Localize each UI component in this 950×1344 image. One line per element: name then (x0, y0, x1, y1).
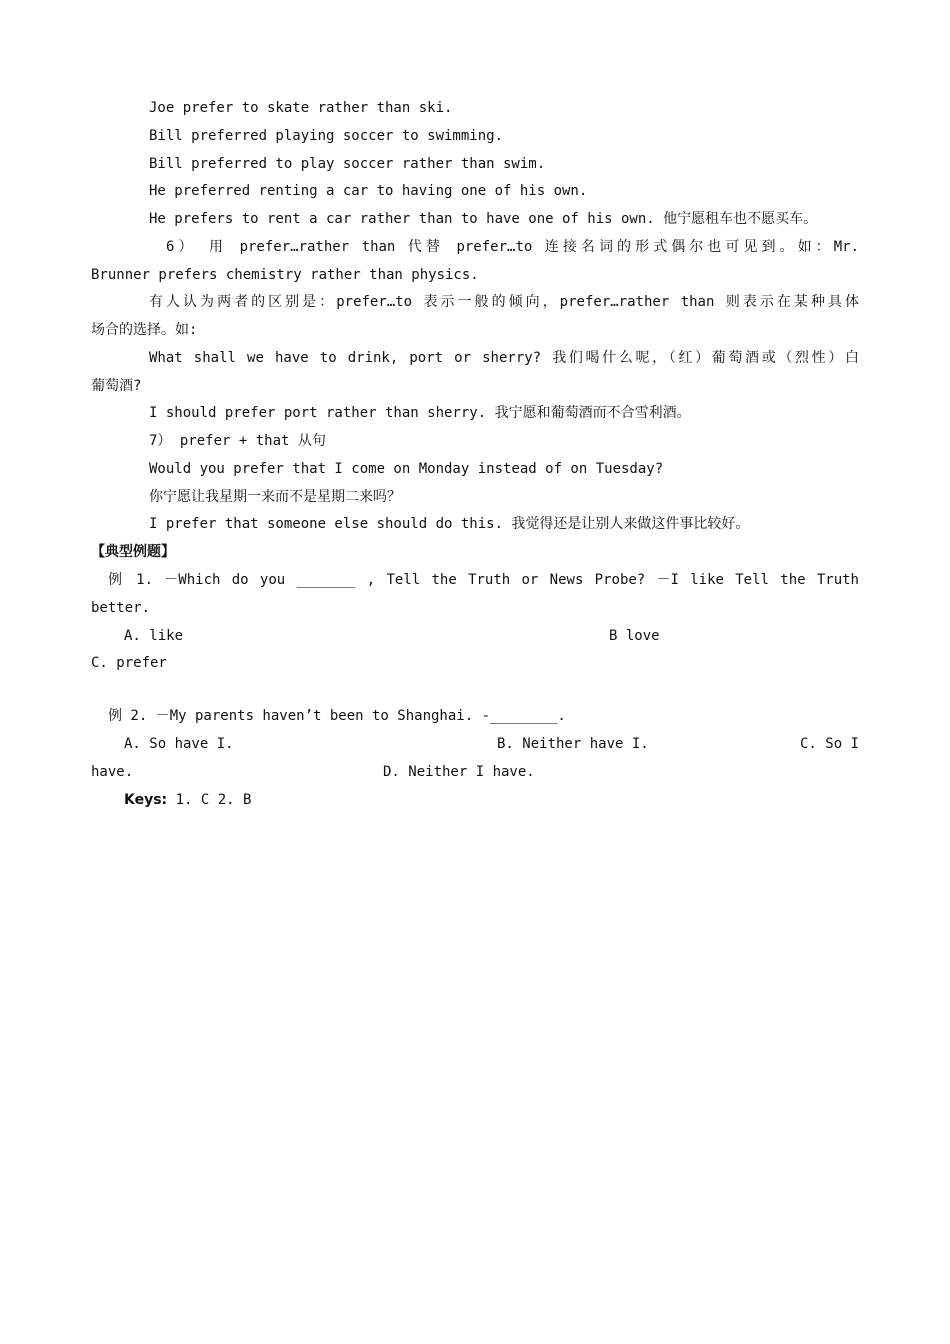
example-2-option-c-cont: have. (91, 764, 134, 780)
section-title: 【典型例题】 (91, 544, 175, 560)
text-line: Bill preferred playing soccer to swimming. (149, 128, 504, 144)
example-1-question: 例 1. －Which do you _______ , Tell the Truth or News Probe? －I like Tell the Truth (108, 572, 859, 588)
text-line: Would you prefer that I come on Monday instead of on Tuesday? (149, 461, 664, 477)
text-line: 场合的选择。如: (91, 322, 198, 338)
example-2-option-a: A. So have I. (124, 736, 234, 752)
text-line: 6） 用 prefer…rather than 代替 prefer…to 连接名词的形式偶尔也可见到。如：Mr. (166, 239, 859, 255)
text-line: I should prefer port rather than sherry. 我宁愿和葡萄酒而不合雪利酒。 (149, 405, 691, 421)
example-2-option-d: D. Neither I have. (383, 764, 535, 780)
text-line: Brunner prefers chemistry rather than physics. (91, 267, 479, 283)
example-1-option-b: B love (609, 628, 660, 644)
example-2-option-b: B. Neither have I. (497, 736, 649, 752)
text-line: I prefer that someone else should do this. 我觉得还是让别人来做这件事比较好。 (149, 516, 750, 532)
text-line: 7） prefer + that 从句 (149, 433, 326, 449)
example-1-question-cont: better. (91, 600, 151, 616)
answer-keys (124, 790, 251, 810)
example-1-option-c: C. prefer (91, 655, 167, 671)
example-2-question: 例 2. －My parents haven’t been to Shanghai. -________. (108, 708, 566, 724)
example-2-option-c: C. So I (799, 736, 859, 752)
example-1-option-a: A. like (124, 628, 184, 644)
answer-keys-label: Keys: (124, 792, 168, 808)
text-line: He preferred renting a car to having one of his own. (149, 183, 588, 199)
text-line: Joe prefer to skate rather than ski. (149, 100, 453, 116)
text-line: 葡萄酒? (91, 378, 142, 394)
text-line: Bill preferred to play soccer rather than swim. (149, 156, 546, 172)
text-line: 有人认为两者的区别是：prefer…to 表示一般的倾向，prefer…rather than 则表示在某种具体 (149, 294, 859, 310)
text-line: What shall we have to drink, port or sherry? 我们喝什么呢，（红）葡萄酒或（烈性）白 (149, 350, 859, 366)
text-line: He prefers to rent a car rather than to have one of his own. 他宁愿租车也不愿买车。 (149, 211, 818, 227)
answer-keys-value: 1. C 2. B (167, 792, 252, 808)
text-line: 你宁愿让我星期一来而不是星期二来吗？ (149, 489, 401, 505)
